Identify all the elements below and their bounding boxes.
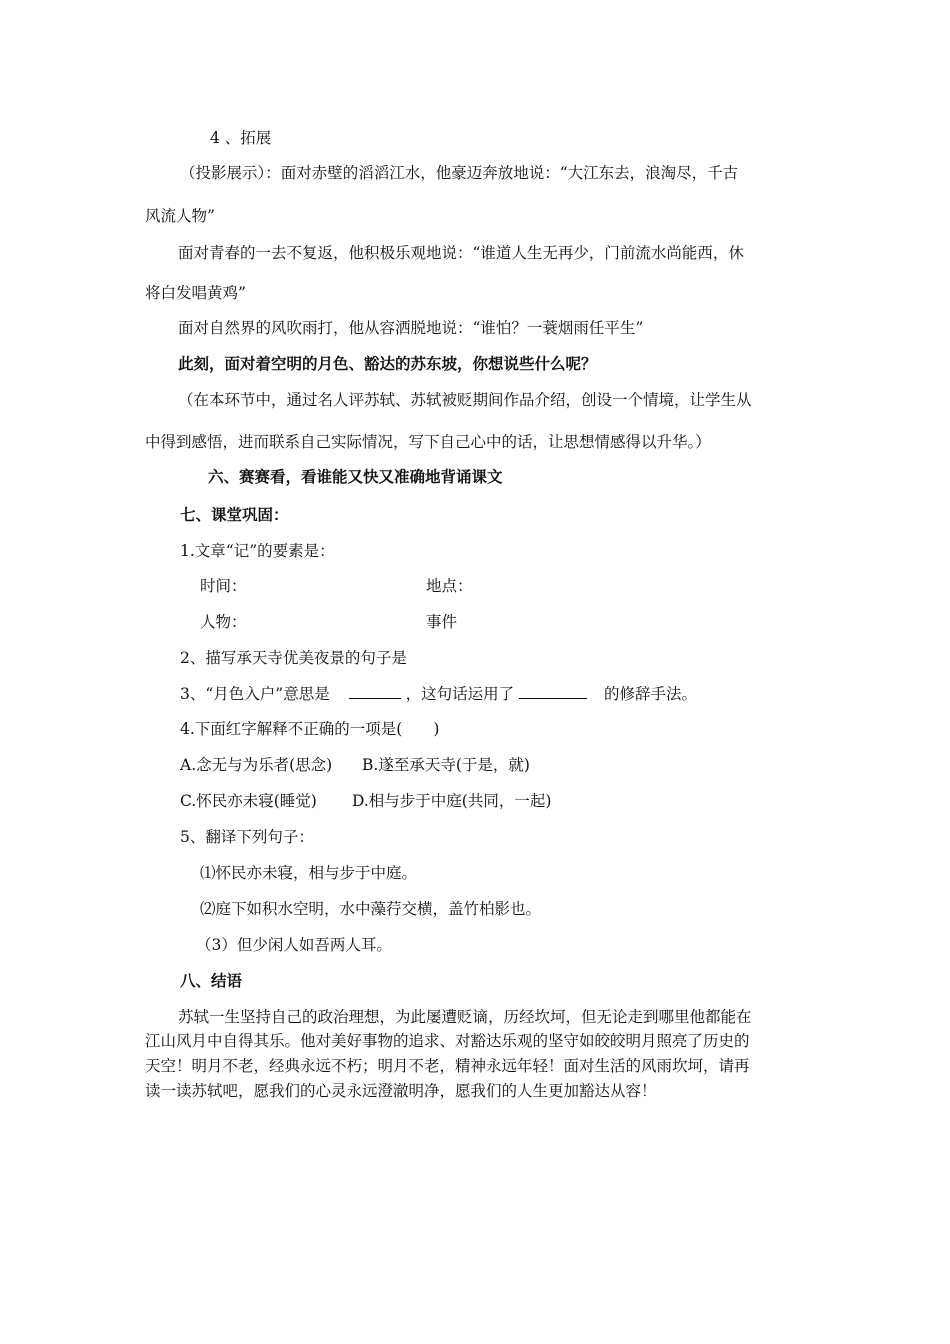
q1-time-label: 时间： bbox=[200, 577, 247, 595]
q3-blank-rhetoric[interactable] bbox=[519, 684, 587, 699]
conclusion-line4: 读一读苏轼吧，愿我们的心灵永远澄澈明净，愿我们的人生更加豁达从容！ bbox=[145, 1082, 657, 1100]
section4-question: 此刻，面对着空明的月色、豁达的苏东坡，你想说些什么呢？ bbox=[178, 355, 597, 373]
conclusion-line2: 江山风月中自得其乐。他对美好事物的追求、对豁达乐观的坚守如皎皎明月照亮了历史的 bbox=[145, 1032, 750, 1050]
section6-heading: 六、赛赛看，看谁能又快又准确地背诵课文 bbox=[208, 468, 503, 486]
conclusion-line1: 苏轼一生坚持自己的政治理想，为此屡遭贬谪，历经坎坷，但无论走到哪里他都能在 bbox=[178, 1008, 752, 1026]
section4-p1-line1: （投影展示）：面对赤壁的滔滔江水，他豪迈奔放地说：“大江东去，浪淘尽，千古 bbox=[180, 164, 739, 182]
q3-line bbox=[180, 684, 697, 704]
section4-p3: 面对自然界的风吹雨打，他从容洒脱地说：“谁怕？一蓑烟雨任平生” bbox=[178, 319, 644, 337]
q4-option-d: D.相与步于中庭(共同，一起) bbox=[352, 792, 552, 810]
section8-heading: 八、结语 bbox=[180, 972, 243, 990]
q3-part-b: ，这句话运用了 bbox=[405, 685, 515, 703]
section4-heading: 4 、拓展 bbox=[210, 129, 272, 147]
q5-sentence-2: ⑵庭下如积水空明，水中藻荇交横，盖竹柏影也。 bbox=[200, 900, 542, 918]
section4-note-line2: 中得到感悟，进而联系自己实际情况，写下自己心中的话，让思想情感得以升华。） bbox=[145, 433, 711, 451]
q3-part-c: 的修辞手法。 bbox=[603, 685, 697, 703]
q4-option-c: C.怀民亦未寝(睡觉) bbox=[180, 792, 317, 810]
section4-p1-line2: 风流人物” bbox=[145, 207, 215, 225]
section4-p2-line1: 面对青春的一去不复返，他积极乐观地说：“谁道人生无再少，门前流水尚能西，休 bbox=[178, 244, 744, 262]
section7-heading: 七、课堂巩固： bbox=[180, 506, 289, 524]
q4-text: 4.下面红字解释不正确的一项是( ) bbox=[180, 720, 440, 738]
q1-event-label: 事件 bbox=[426, 613, 458, 631]
q1-place-label: 地点： bbox=[426, 577, 473, 595]
q5-sentence-3: （3）但少闲人如吾两人耳。 bbox=[196, 936, 392, 954]
section4-p2-line2: 将白发唱黄鸡” bbox=[145, 284, 246, 302]
q4-option-b: B.遂至承天寺(于是，就) bbox=[362, 756, 530, 774]
q1-person-label: 人物： bbox=[200, 613, 247, 631]
section4-note-line1: （在本环节中，通过名人评苏轼、苏轼被贬期间作品介绍，创设一个情境，让学生从 bbox=[178, 391, 752, 409]
conclusion-line3: 天空！明月不老，经典永远不朽；明月不老，精神永远年轻！面对生活的风雨坎坷，请再 bbox=[145, 1057, 750, 1075]
q4-option-a: A.念无与为乐者(思念) bbox=[180, 756, 333, 774]
q5-sentence-1: ⑴怀民亦未寝，相与步于中庭。 bbox=[200, 864, 418, 882]
q2-text: 2、描写承天寺优美夜景的句子是 bbox=[180, 649, 407, 667]
q3-part-a: 3、“月色入户”意思是 bbox=[180, 685, 330, 703]
q5-text: 5、翻译下列句子： bbox=[180, 828, 314, 846]
q1-text: 1.文章“记”的要素是： bbox=[180, 542, 335, 560]
q3-blank-meaning[interactable] bbox=[349, 684, 401, 699]
